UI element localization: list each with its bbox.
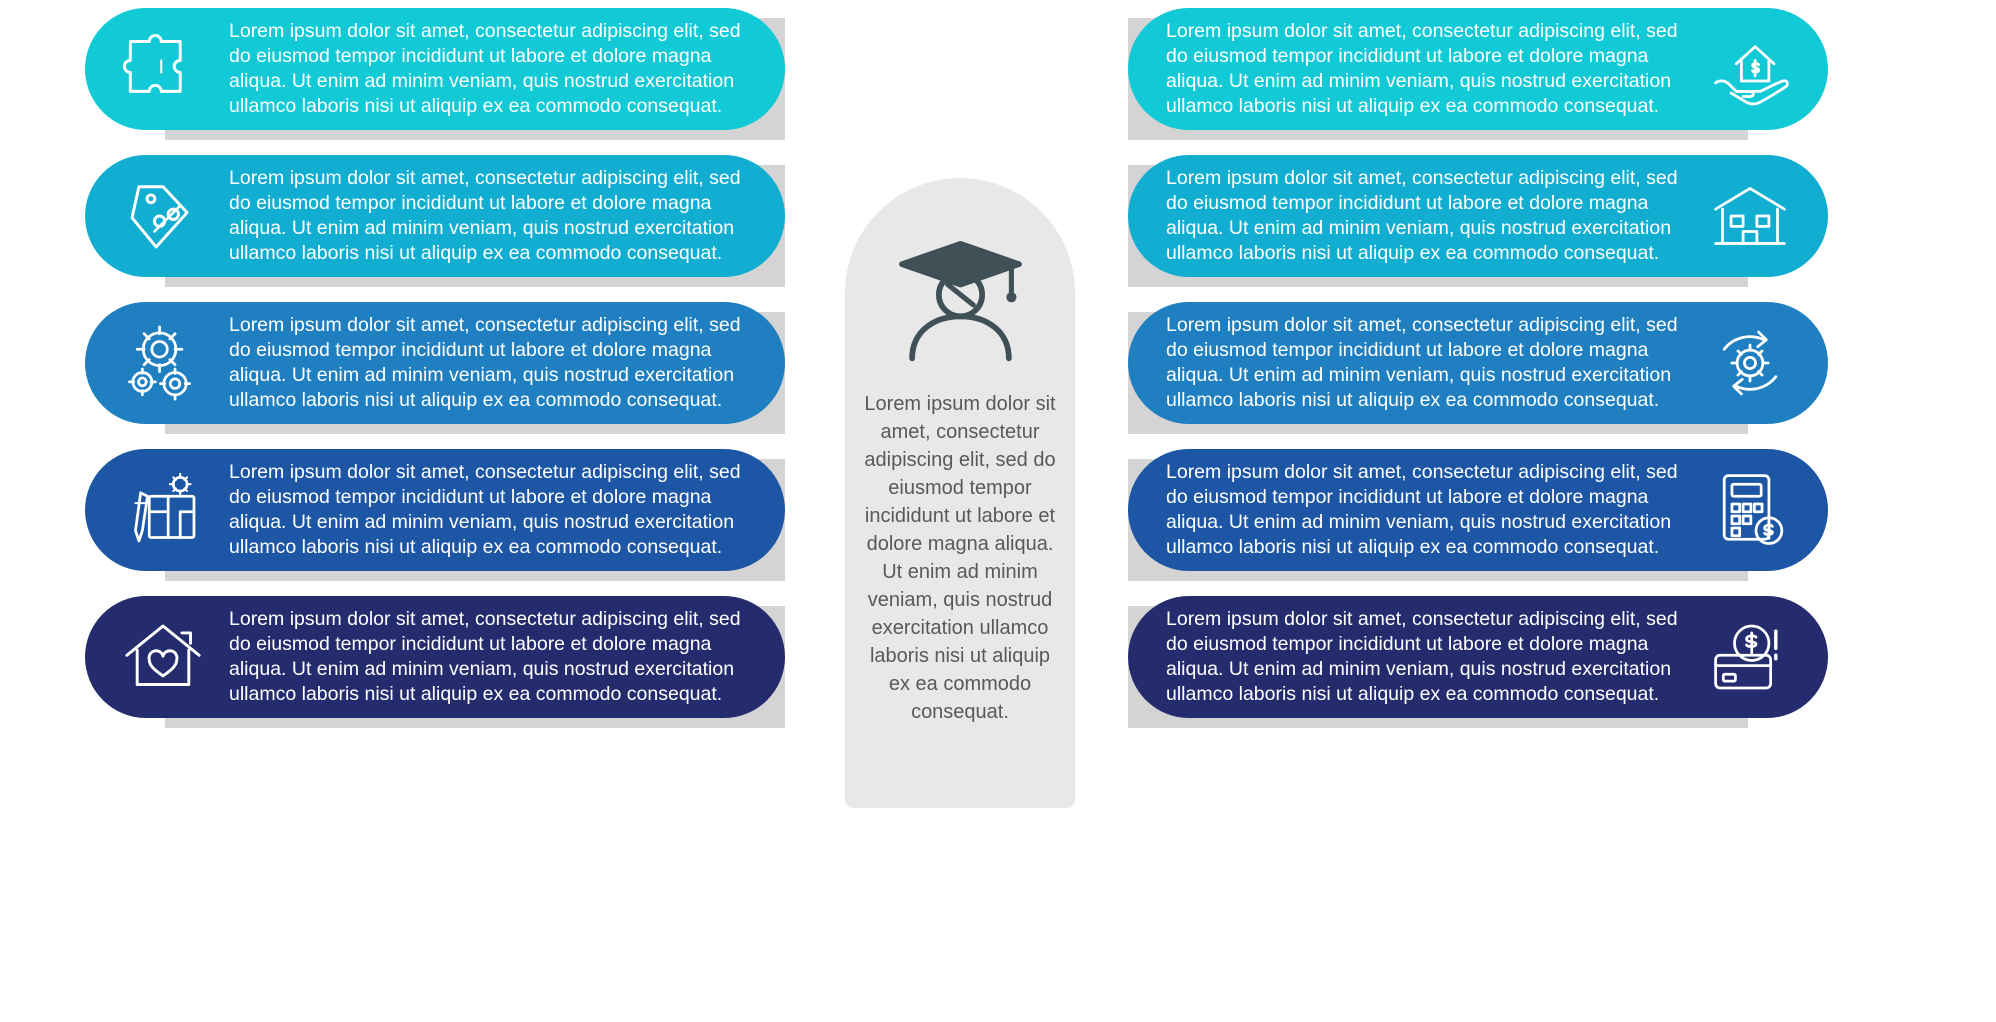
right-column: [1128, 8, 1828, 743]
discount-tag-percent-icon: [111, 164, 215, 268]
list-item[interactable]: [1128, 449, 1828, 574]
blueprint-plan-icon: [111, 458, 215, 562]
bar-text: Lorem ipsum dolor sit amet, consectetur adipiscing elit, sed do eiusmod tempor incididunt ut labore et dolore magna aliqua. Ut enim ad minim veniam, quis nostrud exercitation ullamco laboris nisi ut aliquip ex ea commodo consequat.: [1166, 608, 1678, 705]
bar-text: Lorem ipsum dolor sit amet, consectetur adipiscing elit, sed do eiusmod tempor incididunt ut labore et dolore magna aliqua. Ut enim ad minim veniam, quis nostrud exercitation ullamco laboris nisi ut aliquip ex ea commodo consequat.: [229, 20, 741, 117]
center-pillar-shape: [845, 178, 1075, 808]
bar-right-5[interactable]: [1128, 596, 1828, 718]
puzzle-piece-icon: [111, 17, 215, 121]
bar-left-5[interactable]: [85, 596, 785, 718]
bar-left-1[interactable]: [85, 8, 785, 130]
bar-left-2[interactable]: [85, 155, 785, 277]
bar-right-2[interactable]: [1128, 155, 1828, 277]
list-item[interactable]: [85, 449, 785, 574]
left-column: [85, 8, 785, 743]
gear-refresh-cycle-icon: [1698, 311, 1802, 415]
bar-text: Lorem ipsum dolor sit amet, consectetur adipiscing elit, sed do eiusmod tempor incididunt ut labore et dolore magna aliqua. Ut enim ad minim veniam, quis nostrud exercitation ullamco laboris nisi ut aliquip ex ea commodo consequat.: [229, 314, 741, 411]
bar-left-3[interactable]: [85, 302, 785, 424]
list-item[interactable]: [1128, 155, 1828, 280]
bar-text: Lorem ipsum dolor sit amet, consectetur adipiscing elit, sed do eiusmod tempor incididunt ut labore et dolore magna aliqua. Ut enim ad minim veniam, quis nostrud exercitation ullamco laboris nisi ut aliquip ex ea commodo consequat.: [229, 461, 741, 558]
bar-right-3[interactable]: [1128, 302, 1828, 424]
list-item[interactable]: [85, 596, 785, 721]
house-in-hand-dollar-icon: [1698, 17, 1802, 121]
list-item[interactable]: [1128, 8, 1828, 133]
bar-text: Lorem ipsum dolor sit amet, consectetur adipiscing elit, sed do eiusmod tempor incididunt ut labore et dolore magna aliqua. Ut enim ad minim veniam, quis nostrud exercitation ullamco laboris nisi ut aliquip ex ea commodo consequat.: [229, 608, 741, 705]
list-item[interactable]: [85, 8, 785, 133]
list-item[interactable]: [1128, 596, 1828, 721]
center-pillar-text: Lorem ipsum dolor sit amet, consectetur adipiscing elit, sed do eiusmod tempor incididunt ut labore et dolore magna aliqua. Ut enim ad minim veniam, quis nostrud exercitation ullamco laboris nisi ut aliquip ex ea commodo consequat.: [864, 393, 1056, 723]
bar-text: Lorem ipsum dolor sit amet, consectetur adipiscing elit, sed do eiusmod tempor incididunt ut labore et dolore magna aliqua. Ut enim ad minim veniam, quis nostrud exercitation ullamco laboris nisi ut aliquip ex ea commodo consequat.: [1166, 314, 1678, 411]
list-item[interactable]: [85, 155, 785, 280]
bar-right-4[interactable]: [1128, 449, 1828, 571]
bar-text: Lorem ipsum dolor sit amet, consectetur adipiscing elit, sed do eiusmod tempor incididunt ut labore et dolore magna aliqua. Ut enim ad minim veniam, quis nostrud exercitation ullamco laboris nisi ut aliquip ex ea commodo consequat.: [1166, 20, 1678, 117]
bar-left-4[interactable]: [85, 449, 785, 571]
bar-text: Lorem ipsum dolor sit amet, consectetur adipiscing elit, sed do eiusmod tempor incididunt ut labore et dolore magna aliqua. Ut enim ad minim veniam, quis nostrud exercitation ullamco laboris nisi ut aliquip ex ea commodo consequat.: [229, 167, 741, 264]
center-pillar[interactable]: [845, 178, 1075, 808]
building-house-icon: [1698, 164, 1802, 268]
gears-settings-icon: [111, 311, 215, 415]
graduate-student-icon: [883, 226, 1038, 366]
credit-card-dollar-alert-icon: [1698, 605, 1802, 709]
bar-right-1[interactable]: [1128, 8, 1828, 130]
house-heart-icon: [111, 605, 215, 709]
list-item[interactable]: [85, 302, 785, 427]
bar-text: Lorem ipsum dolor sit amet, consectetur adipiscing elit, sed do eiusmod tempor incididunt ut labore et dolore magna aliqua. Ut enim ad minim veniam, quis nostrud exercitation ullamco laboris nisi ut aliquip ex ea commodo consequat.: [1166, 461, 1678, 558]
list-item[interactable]: [1128, 302, 1828, 427]
calculator-dollar-icon: [1698, 458, 1802, 562]
bar-text: Lorem ipsum dolor sit amet, consectetur adipiscing elit, sed do eiusmod tempor incididunt ut labore et dolore magna aliqua. Ut enim ad minim veniam, quis nostrud exercitation ullamco laboris nisi ut aliquip ex ea commodo consequat.: [1166, 167, 1678, 264]
